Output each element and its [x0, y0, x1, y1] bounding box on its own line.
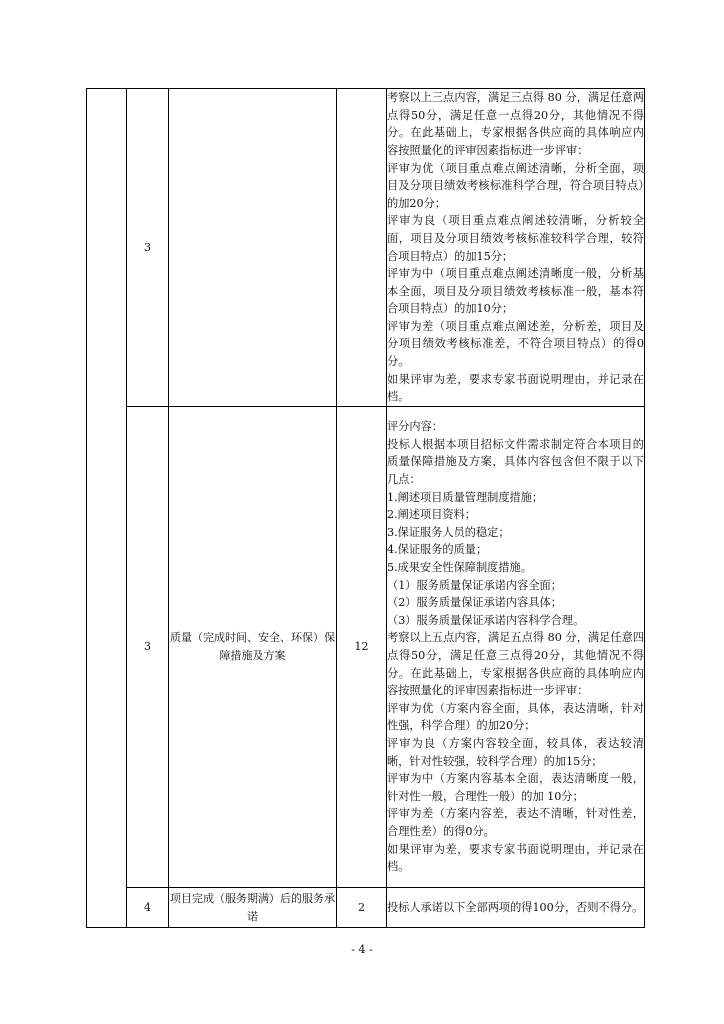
criteria-line: 评审为优（方案内容全面，具体，表达清晰，针对性强，科学合理）的加20分；: [387, 701, 644, 733]
row-score: 12: [337, 407, 387, 888]
row-score: 2: [337, 888, 387, 928]
row-number: 4: [127, 888, 169, 928]
criteria-line: 评审为差（项目重点难点阐述差，分析差，项目及分项目绩效考核标准差，不符合项目特点）的得0分。: [387, 319, 644, 369]
criteria-line: （3）服务质量保证承诺内容科学合理。: [387, 613, 585, 627]
row-item: 质量（完成时间、安全、环保）保障措施及方案: [169, 407, 337, 888]
criteria-line: 4.保证服务的质量；: [387, 543, 488, 557]
row-criteria: [387, 888, 645, 928]
row-item: 项目完成（服务期满）后的服务承诺: [169, 888, 337, 928]
row-criteria: [387, 407, 645, 888]
row-criteria: [387, 89, 645, 407]
row-score: [337, 89, 387, 407]
criteria-line: 如果评审为差，要求专家书面说明理由，并记录在档。: [387, 372, 644, 404]
criteria-line: 评审为优（项目重点难点阐述清晰，分析全面，项目及分项目绩效考核标准科学合理，符合项目特点）的加20分；: [387, 161, 644, 210]
criteria-line: （1）服务质量保证承诺内容全面；: [387, 578, 562, 592]
criteria-line: 投标人承诺以下全部两项的得100分，否则不得分。: [387, 900, 644, 914]
table-row: [87, 407, 645, 888]
criteria-line: 投标人根据本项目招标文件需求制定符合本项目的质量保障措施及方案，具体内容包含但不限于以下几点：: [387, 437, 644, 487]
scoring-table: [86, 88, 645, 928]
criteria-line: 评审为良（方案内容较全面，较具体，表达较清晰，针对性较强，较科学合理）的加15分；: [387, 736, 644, 768]
criteria-line: （2）服务质量保证承诺内容具体；: [387, 596, 562, 610]
criteria-line: 评审为中（方案内容基本全面，表达清晰度一般，针对性一般，合理性一般）的加 10分；: [387, 772, 644, 803]
category-cell: [87, 89, 127, 928]
criteria-line: 评审为良（项目重点难点阐述较清晰，分析较全面，项目及分项目绩效考核标准较科学合理，较符合项目特点）的加15分；: [387, 214, 644, 263]
criteria-line: 3.保证服务人员的稳定；: [387, 525, 510, 539]
row-number: 3: [127, 407, 169, 888]
criteria-line: 考察以上三点内容，满足三点得 80 分，满足任意两点得50分，满足任意一点得20分，其他情况不得分。在此基础上，专家根据各供应商的具体响应内容按照量化的评审因素指标进一步评审：: [387, 91, 644, 157]
criteria-line: 2.阐述项目资料；: [387, 508, 476, 522]
page-number: - 4 -: [351, 943, 373, 956]
row-item: [169, 89, 337, 407]
criteria-line: 如果评审为差，要求专家书面说明理由，并记录在档。: [387, 842, 644, 874]
row-number: 3: [127, 89, 169, 407]
table-row: [87, 888, 645, 928]
criteria-line: 评审为差（方案内容差，表达不清晰，针对性差，合理性差）的得0分。: [387, 807, 644, 838]
table-row: [87, 89, 645, 407]
criteria-line: 评审为中（项目重点难点阐述清晰度一般，分析基本全面，项目及分项目绩效考核标准一般，基本符合项目特点）的加10分；: [387, 267, 644, 316]
criteria-line: 5.成果安全性保障制度措施。: [387, 561, 532, 575]
criteria-line: 考察以上五点内容，满足五点得 80 分，满足任意四点得50分，满足任意三点得20分，其他情况不得分。在此基础上，专家根据各供应商的具体响应内容按照量化的评审因素指标进一步评审：: [387, 631, 644, 698]
criteria-line: 1.阐述项目质量管理制度措施；: [387, 490, 544, 504]
criteria-line: 评分内容：: [387, 420, 443, 434]
